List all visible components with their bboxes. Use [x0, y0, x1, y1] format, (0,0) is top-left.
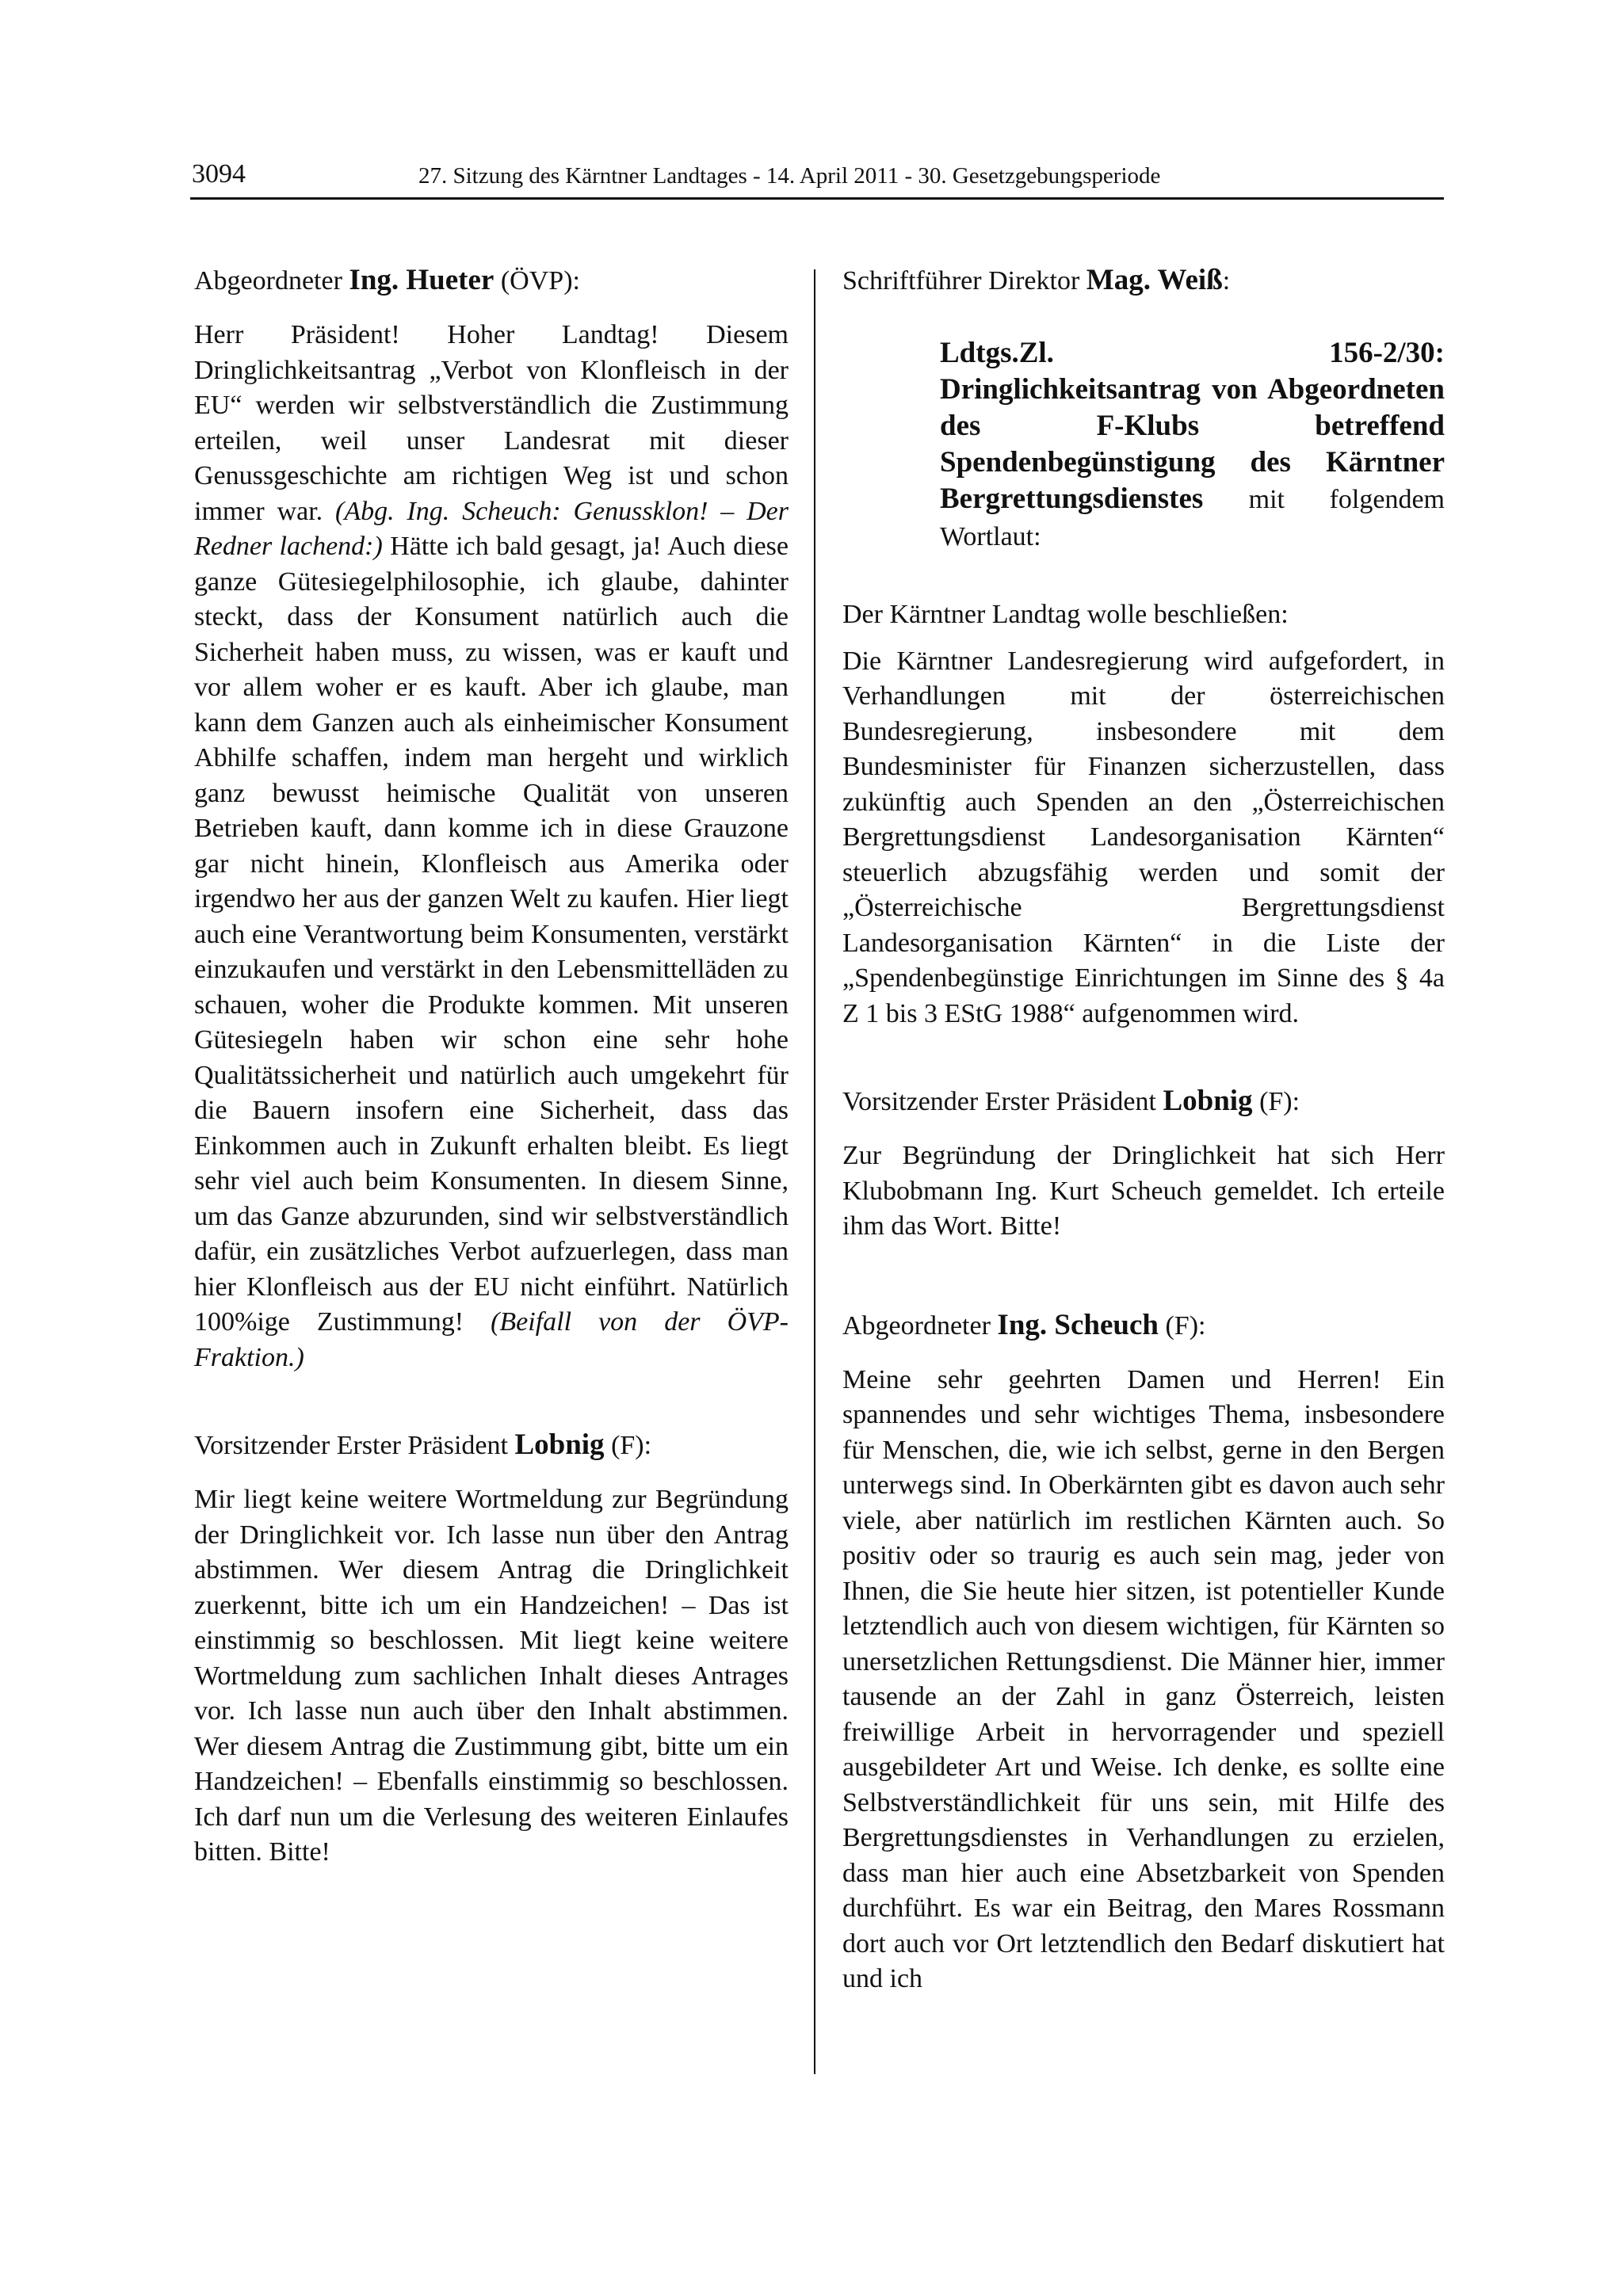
header-title: 27. Sitzung des Kärntner Landtages - 14. April 2011 - 30. Gesetzgebungsperiode	[418, 163, 1161, 189]
left-column	[194, 261, 789, 1871]
speaker-name: Lobnig	[1163, 1085, 1253, 1117]
page-number: 3094	[192, 159, 246, 189]
speaker-role: Vorsitzender Erster Präsident	[842, 1087, 1156, 1116]
speech-paragraph: Mir liegt keine weitere Wortmeldung zur Begründung der Dringlichkeit vor. Ich lasse nun über den Antrag abstimmen. Wer diesem Antrag die Dringlichkeit zuerkennt, bitte ich um ein Handzeichen! – Das ist einstimmig so beschlossen. Mit liegt keine weitere Wortmeldung zum sachlichen Inhalt dieses Antrages vor. Ich lasse nun auch über den Inhalt abstimmen. Wer diesem Antrag die Zustimmung gibt, bitte um ein Handzeichen! – Ebenfalls einstimmig so beschlossen. Ich darf nun um die Verlesung des weiteren Einlaufes bitten. Bitte!	[194, 1485, 789, 1867]
motion-title	[940, 335, 1445, 555]
speech-paragraph	[194, 318, 789, 1375]
speaker-heading	[842, 1082, 1445, 1121]
speaker-heading	[842, 261, 1445, 300]
speaker-heading	[194, 261, 789, 300]
resolution-intro: Der Kärntner Landtag wolle beschließen:	[842, 600, 1289, 629]
speaker-role: Abgeordneter	[842, 1310, 991, 1341]
column-divider	[814, 269, 815, 2074]
speaker-name: Mag. Weiß	[1086, 264, 1223, 296]
speaker-colon: :	[1222, 266, 1231, 296]
speaker-party: (F):	[1259, 1087, 1300, 1116]
speech-paragraph: Zur Begründung der Dringlichkeit hat sich Herr Klubobmann Ing. Kurt Scheuch gemeldet. Ich erteile ihm das Wort. Bitte!	[842, 1141, 1445, 1241]
speech-text: Hätte ich bald gesagt, ja! Auch diese ganze Gütesiegelphilosophie, ich glaube, dahinter steckt, dass der Konsument natürlich auch die Sicherheit haben muss, zu wissen, was er kauft und vor allem woher er es kauft. Aber ich glaube, man kann dem Ganzen auch als einheimischer Konsument Abhilfe schaffen, indem man hergeht und wirklich ganz bewusst heimische Qualität von unseren Betrieben kauft, dann komme ich in diese Grauzone gar nicht hinein, Klonfleisch aus Amerika oder irgendwo her aus der ganzen Welt zu kaufen. Hier liegt auch eine Verantwortung beim Konsumenten, verstärkt einzukaufen und verstärkt in den Lebensmittelläden zu schauen, woher die Produkte kommen. Mit unseren Gütesiegeln haben wir schon eine sehr hohe Qualitätssicherheit und natürlich auch umgekehrt für die Bauern insofern eine Sicherheit, dass das Einkommen auch in Zukunft erhalten bleibt. Es liegt sehr viel auch beim Konsumenten. In diesem Sinne, um das Ganze abzurunden, sind wir selbstverständlich dafür, ein zusätzliches Verbot aufzuerlegen, dass man hier Klonfleisch aus der EU nicht einführt. Natürlich 100%ige Zustimmung!	[194, 532, 789, 1337]
speaker-name: Ing. Scheuch	[997, 1308, 1159, 1341]
resolution-text: Die Kärntner Landesregierung wird aufgefordert, in Verhandlungen mit der österreichischen Bundesregierung, insbesondere mit dem Bundesminister für Finanzen sicherzustellen, dass zukünftig auch Spenden an den „Österreichischen Bergrettungsdienst Landesorganisation Kärnten“ steuerlich abzugsfähig werden und somit der „Österreichische Bergrettungsdienst Landesorganisation Kärnten“ in die Liste der „Spendenbegünstige Einrichtungen im Sinne des § 4a Z 1 bis 3 EStG 1988“ aufgenommen wird.	[842, 646, 1445, 1028]
motion-intro: mit folgendem Wortlaut:	[940, 485, 1445, 551]
right-column	[842, 261, 1445, 1997]
speech-paragraph: Meine sehr geehrten Damen und Herren! Ein spannendes und sehr wichtiges Thema, insbesondere für Menschen, die, wie ich selbst, gerne in den Bergen unterwegs sind. In Oberkärnten gibt es davon auch sehr viele, aber natürlich im restlichen Kärnten auch. So positiv oder so traurig es auch sein mag, jeder von Ihnen, die Sie heute hier sitzen, ist potentieller Kunde letztendlich auch von diesem wichtigen, für Kärnten so unersetzlichen Rettungsdienst. Die Männer hier, immer tausende an der Zahl in ganz Österreich, leisten freiwillige Arbeit in hervorragender und speziell ausgebildeter Art und Weise. Ich denke, es sollte eine Selbstverständlichkeit für uns sein, mit Hilfe des Bergrettungsdienstes in Verhandlungen zu erzielen, dass man hier auch eine Absetzbarkeit von Spenden durchführt. Es war ein Beitrag, den Mares Rossmann dort auch vor Ort letztendlich den Bedarf diskutiert hat und ich	[842, 1364, 1445, 1993]
speaker-role: Vorsitzender Erster Präsident	[194, 1431, 508, 1460]
speaker-role: Abgeordneter	[194, 266, 342, 296]
interjection: (Beifall von der ÖVP-Fraktion.)	[194, 1307, 789, 1372]
speaker-party: (F):	[611, 1431, 652, 1460]
speaker-heading	[842, 1306, 1445, 1345]
header-rule	[190, 197, 1444, 200]
interjection: (Abg. Ing. Scheuch: Genussklon! – Der Redner lachend:)	[194, 496, 789, 561]
speaker-heading	[194, 1426, 789, 1465]
speech-text: Herr Präsident! Hoher Landtag! Diesem Dringlichkeitsantrag „Verbot von Klonfleisch in der EU“ werden wir selbstverständlich die Zustimmung erteilen, weil unser Landesrat mit dieser Genussgeschichte am richtigen Weg ist und schon immer war.	[194, 320, 789, 526]
motion-reference: Ldtgs.Zl. 156-2/30: Dringlichkeitsantrag von Abgeordneten des F-Klubs betreffend Spendenbegünstigung des Kärntner Bergrettungsdienstes	[940, 337, 1445, 515]
speaker-role: Schriftführer Direktor	[842, 266, 1080, 296]
speaker-name: Ing. Hueter	[349, 264, 495, 296]
speaker-party: (ÖVP):	[500, 266, 580, 296]
speaker-name: Lobnig	[514, 1428, 605, 1461]
speaker-party: (F):	[1165, 1310, 1206, 1341]
page-header	[192, 155, 1442, 193]
